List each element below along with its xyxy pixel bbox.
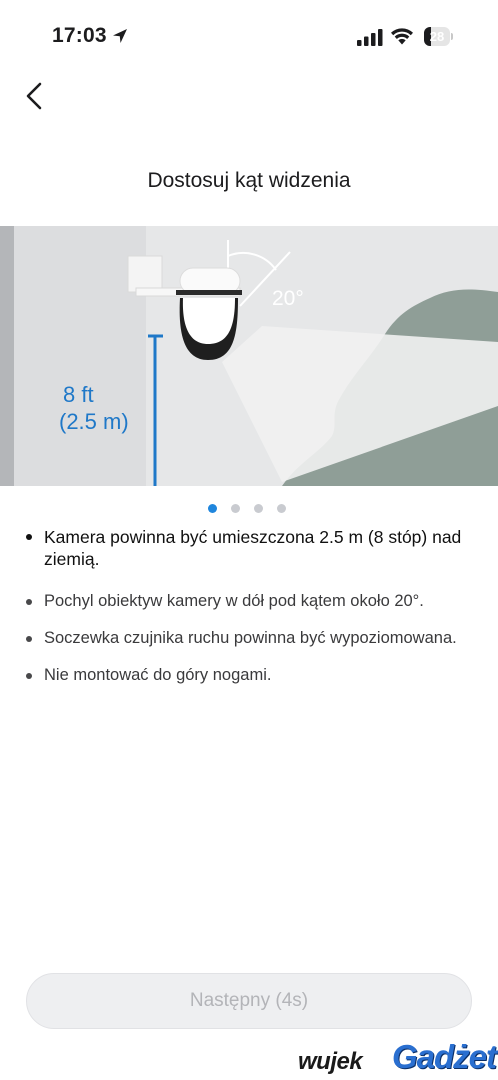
- tip-item: Nie montować do góry nogami.: [26, 665, 466, 686]
- battery-icon: [424, 27, 454, 46]
- battery-level: 28: [429, 29, 445, 44]
- height-label-feet: 8 ft: [63, 382, 94, 407]
- back-button[interactable]: [18, 78, 54, 114]
- pager-dot[interactable]: [254, 504, 263, 513]
- height-label-meters: (2.5 m): [59, 409, 129, 434]
- camera-mounting-illustration: [0, 226, 498, 486]
- height-label: [55, 381, 145, 435]
- tip-item: Pochyl obiektyw kamery w dół pod kątem około 20°.: [26, 591, 466, 612]
- pager-dot[interactable]: [231, 504, 240, 513]
- watermark-part1: wujek: [298, 1048, 363, 1075]
- tip-item: Kamera powinna być umieszczona 2.5 m (8 stóp) nad ziemią.: [26, 526, 466, 570]
- location-arrow-icon: [111, 27, 129, 45]
- status-time: 17:03: [52, 24, 107, 47]
- next-button[interactable]: Następny (4s): [26, 973, 472, 1029]
- tilt-angle-label: 20°: [272, 287, 304, 310]
- mounting-diagram: [0, 226, 498, 486]
- pager-dot[interactable]: [208, 504, 217, 513]
- carousel-pager: [208, 504, 286, 514]
- wifi-icon: [390, 27, 414, 45]
- page-title: Dostosuj kąt widzenia: [147, 169, 351, 193]
- pager-dot[interactable]: [277, 504, 286, 513]
- watermark-part2: Gadżet: [392, 1038, 497, 1075]
- cellular-signal-icon: [357, 29, 383, 46]
- chevron-left-icon: [18, 78, 54, 114]
- status-bar: [0, 0, 498, 74]
- tip-item: Soczewka czujnika ruchu powinna być wypoziomowana.: [26, 628, 466, 649]
- mounting-tips-list: [26, 526, 466, 702]
